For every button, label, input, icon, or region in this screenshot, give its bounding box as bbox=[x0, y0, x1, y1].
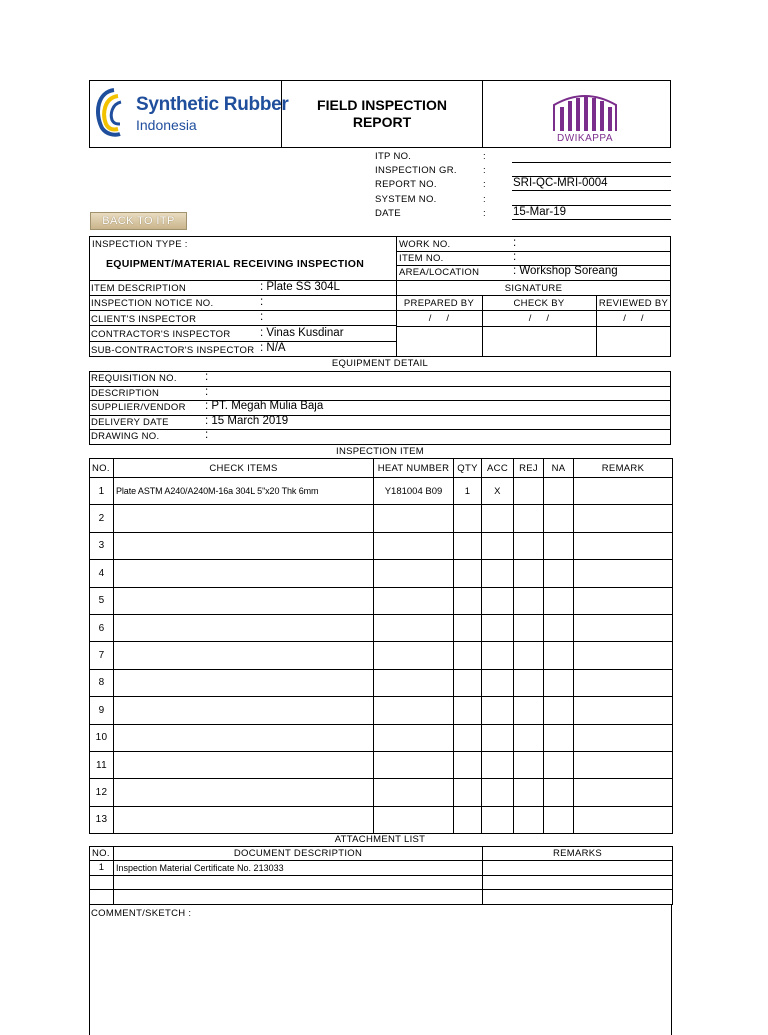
inspection-header-cell: ACC bbox=[482, 459, 514, 478]
back-to-itp-button[interactable]: BACK TO ITP bbox=[90, 212, 187, 230]
inspection-cell-item[interactable] bbox=[114, 751, 374, 778]
signature-label: SIGNATURE bbox=[504, 283, 563, 294]
inspection-cell-remark[interactable] bbox=[574, 614, 673, 641]
inspection-cell-rej[interactable] bbox=[514, 806, 544, 833]
sub-contractors-inspector-label: SUB-CONTRACTOR'S INSPECTOR bbox=[91, 345, 255, 356]
equipment-label: DRAWING NO. bbox=[91, 431, 160, 442]
inspection-cell-na[interactable] bbox=[544, 642, 574, 669]
contractors-inspector-label: CONTRACTOR'S INSPECTOR bbox=[91, 329, 231, 340]
inspection-cell-item[interactable] bbox=[114, 669, 374, 696]
inspection-notice-value: : bbox=[260, 296, 264, 308]
equipment-value: : bbox=[205, 386, 209, 398]
inspection-cell-rej[interactable] bbox=[514, 751, 544, 778]
inspection-cell-heat[interactable] bbox=[374, 779, 454, 806]
attachment-header-cell: NO. bbox=[90, 847, 114, 861]
report-title bbox=[282, 97, 482, 131]
table-row bbox=[90, 779, 673, 806]
table-row bbox=[90, 890, 673, 905]
attachment-cell-desc[interactable] bbox=[114, 875, 483, 890]
inspection-cell-no[interactable]: 6 bbox=[90, 614, 114, 641]
inspection-cell-qty[interactable] bbox=[454, 560, 482, 587]
inspection-cell-qty[interactable] bbox=[454, 614, 482, 641]
inspection-cell-item[interactable] bbox=[114, 697, 374, 724]
table-row bbox=[90, 642, 673, 669]
inspection-cell-acc[interactable] bbox=[482, 642, 514, 669]
contractors-inspector-value: : Vinas Kusdinar bbox=[260, 327, 344, 339]
inspection-cell-na[interactable] bbox=[544, 587, 574, 614]
inspection-cell-heat[interactable] bbox=[374, 614, 454, 641]
equipment-label: REQUISITION NO. bbox=[91, 373, 177, 384]
meta-colon: : bbox=[483, 179, 486, 190]
inspection-cell-no[interactable]: 3 bbox=[90, 532, 114, 559]
inspection-cell-no[interactable]: 7 bbox=[90, 642, 114, 669]
table-row bbox=[90, 697, 673, 724]
inspection-cell-na[interactable] bbox=[544, 478, 574, 505]
inspection-cell-no[interactable]: 4 bbox=[90, 560, 114, 587]
meta-label: SYSTEM NO. bbox=[375, 194, 437, 205]
inspection-cell-heat[interactable] bbox=[374, 806, 454, 833]
table-row bbox=[90, 875, 673, 890]
inspection-cell-remark[interactable] bbox=[574, 587, 673, 614]
attachment-cell-remarks[interactable] bbox=[483, 875, 673, 890]
inspection-cell-remark[interactable] bbox=[574, 724, 673, 751]
inspection-cell-remark[interactable] bbox=[574, 642, 673, 669]
table-row bbox=[90, 478, 673, 505]
attachment-header-cell: REMARKS bbox=[483, 847, 673, 861]
meta-underline bbox=[512, 219, 671, 220]
dwikappa-logo bbox=[548, 91, 622, 145]
inspection-cell-na[interactable] bbox=[544, 806, 574, 833]
equipment-label: SUPPLIER/VENDOR bbox=[91, 402, 186, 413]
inspection-cell-heat[interactable] bbox=[374, 642, 454, 669]
equipment-row-divider bbox=[89, 386, 671, 387]
prepared-by-date: / / bbox=[428, 313, 450, 324]
inspection-cell-na[interactable] bbox=[544, 669, 574, 696]
equipment-row-divider bbox=[89, 429, 671, 430]
inspection-cell-qty[interactable] bbox=[454, 669, 482, 696]
inspection-cell-na[interactable] bbox=[544, 560, 574, 587]
inspection-cell-remark[interactable] bbox=[574, 806, 673, 833]
inspection-header-cell: REMARK bbox=[574, 459, 673, 478]
item-description-value: : Plate SS 304L bbox=[260, 281, 340, 293]
inspection-type-value: EQUIPMENT/MATERIAL RECEIVING INSPECTION bbox=[106, 258, 365, 270]
inspection-cell-qty[interactable] bbox=[454, 587, 482, 614]
inspection-cell-heat[interactable] bbox=[374, 532, 454, 559]
attachment-header-cell: DOCUMENT DESCRIPTION bbox=[114, 847, 483, 861]
inspection-cell-qty[interactable] bbox=[454, 697, 482, 724]
item-no-value: : bbox=[513, 251, 517, 263]
inspection-cell-no[interactable]: 11 bbox=[90, 751, 114, 778]
inspection-cell-no[interactable]: 5 bbox=[90, 587, 114, 614]
inspection-cell-remark[interactable] bbox=[574, 560, 673, 587]
inspection-cell-na[interactable] bbox=[544, 697, 574, 724]
logo-sub-text: Indonesia bbox=[136, 117, 197, 133]
inspection-cell-rej[interactable] bbox=[514, 669, 544, 696]
inspection-header-cell: REJ bbox=[514, 459, 544, 478]
inspection-cell-qty[interactable] bbox=[454, 751, 482, 778]
meta-label: INSPECTION GR. bbox=[375, 165, 457, 176]
inspection-cell-rej[interactable] bbox=[514, 532, 544, 559]
synthetic-rubber-logo bbox=[92, 84, 289, 142]
equipment-row-divider bbox=[89, 400, 671, 401]
check-by-date: / / bbox=[528, 313, 550, 324]
equipment-value: : PT. Megah Mulia Baja bbox=[205, 400, 324, 412]
inspection-cell-na[interactable] bbox=[544, 724, 574, 751]
inspection-item-table bbox=[89, 458, 673, 834]
inspection-cell-rej[interactable] bbox=[514, 505, 544, 532]
inspection-cell-qty[interactable]: 1 bbox=[454, 478, 482, 505]
logo-brand-text: Synthetic Rubber bbox=[136, 94, 289, 115]
table-row bbox=[90, 560, 673, 587]
inspection-cell-acc[interactable] bbox=[482, 560, 514, 587]
inspection-cell-acc[interactable]: X bbox=[482, 478, 514, 505]
inspection-cell-rej[interactable] bbox=[514, 587, 544, 614]
attachment-cell-no[interactable] bbox=[90, 890, 114, 905]
attachment-cell-no[interactable] bbox=[90, 875, 114, 890]
inspection-cell-item[interactable]: Plate ASTM A240/A240M-16a 304L 5"x20 Thk 6mm bbox=[114, 478, 374, 505]
inspection-cell-remark[interactable] bbox=[574, 779, 673, 806]
meta-colon: : bbox=[483, 165, 486, 176]
inspection-cell-heat[interactable] bbox=[374, 505, 454, 532]
inspection-header-cell: QTY bbox=[454, 459, 482, 478]
inspection-cell-no[interactable]: 12 bbox=[90, 779, 114, 806]
inspection-cell-acc[interactable] bbox=[482, 669, 514, 696]
attachment-list-title: ATTACHMENT LIST bbox=[334, 834, 426, 845]
table-row bbox=[90, 724, 673, 751]
attachment-cell-remarks[interactable] bbox=[483, 890, 673, 905]
inspection-cell-item[interactable] bbox=[114, 560, 374, 587]
reviewed-by-label: REVIEWED BY bbox=[598, 298, 669, 309]
inspection-cell-qty[interactable] bbox=[454, 779, 482, 806]
inspection-cell-rej[interactable] bbox=[514, 478, 544, 505]
equipment-value: : 15 March 2019 bbox=[205, 415, 289, 427]
inspection-cell-heat[interactable] bbox=[374, 669, 454, 696]
inspection-cell-item[interactable] bbox=[114, 806, 374, 833]
meta-value[interactable]: 15-Mar-19 bbox=[513, 206, 567, 218]
item-no-label: ITEM NO. bbox=[399, 253, 444, 264]
inspection-cell-remark[interactable] bbox=[574, 478, 673, 505]
meta-label: ITP NO. bbox=[375, 151, 412, 162]
inspection-cell-acc[interactable] bbox=[482, 806, 514, 833]
inspection-cell-item[interactable] bbox=[114, 587, 374, 614]
inspection-cell-heat[interactable] bbox=[374, 560, 454, 587]
inspection-cell-rej[interactable] bbox=[514, 724, 544, 751]
inspection-cell-heat[interactable] bbox=[374, 724, 454, 751]
table-row bbox=[90, 751, 673, 778]
reviewed-by-date: / / bbox=[623, 313, 644, 324]
table-row bbox=[90, 861, 673, 876]
inspection-header-cell: CHECK ITEMS bbox=[114, 459, 374, 478]
attachment-cell-remarks[interactable] bbox=[483, 861, 673, 876]
attachment-table bbox=[89, 846, 673, 905]
prepared-by-label: PREPARED BY bbox=[403, 298, 475, 309]
inspection-cell-qty[interactable] bbox=[454, 724, 482, 751]
area-value: : Workshop Soreang bbox=[513, 265, 618, 277]
inspection-cell-na[interactable] bbox=[544, 779, 574, 806]
area-label: AREA/LOCATION bbox=[399, 267, 480, 278]
inspection-cell-acc[interactable] bbox=[482, 505, 514, 532]
inspection-cell-rej[interactable] bbox=[514, 614, 544, 641]
inspection-cell-remark[interactable] bbox=[574, 751, 673, 778]
inspection-cell-heat[interactable]: Y181004 B09 bbox=[374, 478, 454, 505]
inspection-cell-no[interactable]: 10 bbox=[90, 724, 114, 751]
equipment-value: : bbox=[205, 371, 209, 383]
attachment-cell-desc[interactable]: Inspection Material Certificate No. 213033 bbox=[114, 861, 483, 876]
inspection-header-cell: NO. bbox=[90, 459, 114, 478]
inspection-item-title: INSPECTION ITEM bbox=[336, 446, 424, 457]
inspection-cell-qty[interactable] bbox=[454, 532, 482, 559]
inspection-cell-na[interactable] bbox=[544, 505, 574, 532]
equipment-row-divider bbox=[89, 415, 671, 416]
inspection-cell-no[interactable]: 1 bbox=[90, 478, 114, 505]
inspection-cell-acc[interactable] bbox=[482, 724, 514, 751]
table-row bbox=[90, 614, 673, 641]
inspection-cell-heat[interactable] bbox=[374, 697, 454, 724]
inspection-cell-item[interactable] bbox=[114, 642, 374, 669]
equipment-label: DELIVERY DATE bbox=[91, 417, 169, 428]
inspection-notice-label: INSPECTION NOTICE NO. bbox=[91, 298, 214, 309]
table-row bbox=[90, 505, 673, 532]
inspection-cell-remark[interactable] bbox=[574, 697, 673, 724]
inspection-cell-acc[interactable] bbox=[482, 697, 514, 724]
equipment-label: DESCRIPTION bbox=[91, 388, 160, 399]
meta-colon: : bbox=[483, 194, 486, 205]
meta-underline bbox=[512, 162, 671, 163]
inspection-type-label: INSPECTION TYPE : bbox=[92, 239, 188, 250]
inspection-cell-na[interactable] bbox=[544, 751, 574, 778]
clients-inspector-value: : bbox=[260, 311, 264, 323]
inspection-header-cell: NA bbox=[544, 459, 574, 478]
dwikappa-name: DWIKAPPA bbox=[556, 133, 614, 144]
clients-inspector-label: CLIENT'S INSPECTOR bbox=[91, 314, 197, 325]
inspection-cell-qty[interactable] bbox=[454, 806, 482, 833]
inspection-cell-acc[interactable] bbox=[482, 779, 514, 806]
meta-underline bbox=[512, 190, 671, 191]
item-description-label: ITEM DESCRIPTION bbox=[91, 283, 187, 294]
inspection-cell-item[interactable] bbox=[114, 724, 374, 751]
sub-contractors-inspector-value: : N/A bbox=[260, 342, 286, 354]
meta-colon: : bbox=[483, 208, 486, 219]
inspection-cell-qty[interactable] bbox=[454, 505, 482, 532]
inspection-header-cell: HEAT NUMBER bbox=[374, 459, 454, 478]
comment-sketch-label: COMMENT/SKETCH : bbox=[91, 908, 192, 919]
attachment-header-row bbox=[90, 847, 673, 861]
report-title-line1: FIELD INSPECTION bbox=[317, 97, 447, 113]
comment-box[interactable] bbox=[89, 905, 672, 1035]
inspection-cell-no[interactable]: 2 bbox=[90, 505, 114, 532]
equipment-value: : bbox=[205, 429, 209, 441]
meta-label: REPORT NO. bbox=[375, 179, 437, 190]
meta-value[interactable]: SRI-QC-MRI-0004 bbox=[513, 177, 608, 189]
inspection-cell-na[interactable] bbox=[544, 532, 574, 559]
inspection-cell-qty[interactable] bbox=[454, 642, 482, 669]
inspection-cell-rej[interactable] bbox=[514, 697, 544, 724]
inspection-cell-item[interactable] bbox=[114, 779, 374, 806]
inspection-cell-acc[interactable] bbox=[482, 614, 514, 641]
attachment-cell-no[interactable]: 1 bbox=[90, 861, 114, 876]
equipment-detail-title: EQUIPMENT DETAIL bbox=[331, 358, 429, 369]
inspection-header-row bbox=[90, 459, 673, 478]
work-no-label: WORK NO. bbox=[399, 239, 451, 250]
report-title-line2: REPORT bbox=[352, 114, 412, 130]
table-row bbox=[90, 669, 673, 696]
inspection-cell-acc[interactable] bbox=[482, 587, 514, 614]
meta-label: DATE bbox=[375, 208, 401, 219]
meta-colon: : bbox=[483, 151, 486, 162]
inspection-cell-rej[interactable] bbox=[514, 560, 544, 587]
inspection-cell-no[interactable]: 13 bbox=[90, 806, 114, 833]
inspection-cell-rej[interactable] bbox=[514, 779, 544, 806]
inspection-cell-remark[interactable] bbox=[574, 669, 673, 696]
inspection-cell-rej[interactable] bbox=[514, 642, 544, 669]
inspection-cell-heat[interactable] bbox=[374, 587, 454, 614]
inspection-cell-heat[interactable] bbox=[374, 751, 454, 778]
inspection-cell-remark[interactable] bbox=[574, 532, 673, 559]
check-by-label: CHECK BY bbox=[513, 298, 565, 309]
inspection-cell-no[interactable]: 9 bbox=[90, 697, 114, 724]
table-row bbox=[90, 806, 673, 833]
work-no-value: : bbox=[513, 237, 517, 249]
inspection-cell-acc[interactable] bbox=[482, 532, 514, 559]
inspection-cell-item[interactable] bbox=[114, 532, 374, 559]
inspection-cell-acc[interactable] bbox=[482, 751, 514, 778]
attachment-cell-desc[interactable] bbox=[114, 890, 483, 905]
inspection-cell-item[interactable] bbox=[114, 505, 374, 532]
table-row bbox=[90, 532, 673, 559]
inspection-cell-remark[interactable] bbox=[574, 505, 673, 532]
table-row bbox=[90, 587, 673, 614]
inspection-cell-item[interactable] bbox=[114, 614, 374, 641]
inspection-cell-no[interactable]: 8 bbox=[90, 669, 114, 696]
inspection-cell-na[interactable] bbox=[544, 614, 574, 641]
